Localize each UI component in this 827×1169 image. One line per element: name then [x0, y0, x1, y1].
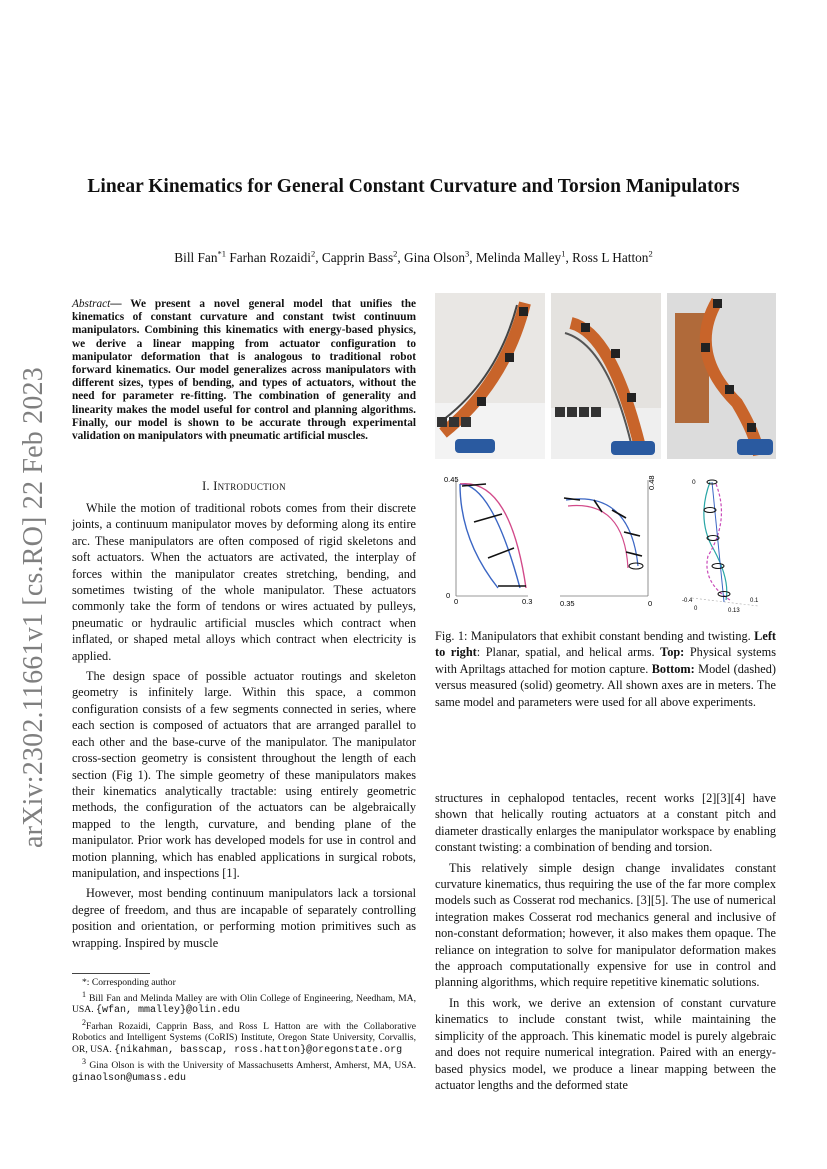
- email[interactable]: {wfan, mmalley}@olin.edu: [96, 1005, 241, 1017]
- paragraph: The design space of possible actuator routings and skeleton geometry is infinitely large. Within this space, a common configuration consists of a few segments connected in series, where each section is composed of actuators that are arranged parallel to each other and the base-curve of the manipulator. The manipulator cross-section geometry is consistent throughout the length of each section (Fig 1). The simple geometry of these manipulators makes their kinematics analytically tractable: using entirely geometric methods, the configuration of the actuators can be algebraically mapped to the length, curvature, and bending plane of the manipulator. Prior work has developed models for use in control and motion planning, which has enabled applications in surgical robots, manipulation, and inspections [1].: [72, 669, 416, 880]
- svg-text:0.1: 0.1: [750, 598, 759, 604]
- footnote-rule: [72, 973, 150, 974]
- svg-text:0: 0: [446, 591, 451, 600]
- model-plots: [430, 470, 780, 615]
- paragraph: However, most bending continuum manipulators lack a torsional degree of freedom, and thus are incapable of separately controlling position and orientation, or performing motion primitives such as wrapping. Inspired by muscle: [72, 886, 416, 950]
- svg-text:0.13: 0.13: [728, 608, 740, 614]
- paragraph: This relatively simple design change invalidates constant curvature kinematics, thus requiring the use of the far more complex models such as Cosserat rod mechanics. [3][5]. The use of numerical integration makes Cosserat rod mechanics general and inclusive of non-constant deformation; however, it also makes them opaque. The reliance on integration to solve for manipulator deformation makes the approach computationally expensive for use in control and planning algorithms, which require repetitive kinematic solutions.: [435, 860, 776, 990]
- abstract: [72, 298, 416, 443]
- svg-text:0.48: 0.48: [647, 475, 656, 490]
- paragraph: In this work, we derive an extension of constant curvature kinematics to include constant twist, while maintaining the simplicity of the approach. This kinematic model is purely algebraic and does not require numerical integration. Paired with an energy-based physics model, we produce a linear mapping between the actuator lengths and the deformed state: [435, 995, 776, 1092]
- svg-text:0: 0: [648, 599, 653, 608]
- footnote-2: $^2$Farhan Rozaidi, Capprin Bass, and Ross L Hatton are with the Collaborative Robotics and Intelligent Systems (CoRIS) Institute, Oregon State University, Corvallis, OR, USA. {nikahman, basscap, ross.hatton}@oregonstate.org: [72, 1017, 416, 1056]
- svg-text:0: 0: [692, 479, 696, 486]
- left-column-body: [72, 500, 416, 955]
- author: Melinda Malley$^1$,: [475, 249, 569, 266]
- email[interactable]: ginaolson@umass.edu: [72, 1073, 187, 1085]
- author-list: [80, 249, 747, 266]
- svg-text:0.35: 0.35: [560, 599, 575, 608]
- svg-text:-0.4: -0.4: [682, 598, 693, 604]
- svg-text:0.45: 0.45: [444, 475, 459, 484]
- author: Capprin Bass$^2$,: [321, 249, 401, 266]
- paper-title: Linear Kinematics for General Constant Curvature and Torsion Manipulators: [87, 176, 740, 197]
- footnote-3: $^3$ Gina Olson is with the University of Massachusetts Amherst, Amherst, MA, USA. ginaolson@umass.edu: [72, 1057, 416, 1085]
- photo-planar-arm: [435, 293, 545, 459]
- svg-text:0: 0: [454, 597, 459, 606]
- paragraph: While the motion of traditional robots comes from their discrete joints, a continuum manipulator moves by deforming along its entire arc. These manipulators are often composed of rigid skeletons and soft actuators. When the actuators are activated, the interplay of forces within the manipulator creates stretching, bending, and sometimes twisting of the whole manipulator. These actuators commonly take the form of tendons or wires actuated by pulleys, pneumatic or hydraulic artificial muscles which contract when inflated, or shaped metal alloys which contract when electricity is applied.: [72, 501, 416, 663]
- paragraph: structures in cephalopod tentacles, recent works [2][3][4] have shown that helically routing actuators at a constant pitch and diameter drastically enlarges the manipulator workspace by enabling constant twisting: a combination of bending and torsion.: [435, 791, 776, 855]
- footnote-1: $^1$ Bill Fan and Melinda Malley are with Olin College of Engineering, Needham, MA, USA. {wfan, mmalley}@olin.edu: [72, 989, 416, 1017]
- author: Farhan Rozaidi$^2$,: [229, 249, 319, 266]
- plot-helical: [682, 479, 759, 614]
- right-column-body: [435, 790, 776, 1097]
- abstract-text: — We present a novel general model that unifies the kinematics of constant curvature and constant twist continuum manipulators. Combining this kinematics with energy-based physics, we derive a linear mapping from actuator configuration to manipulator deformation that is analogous to traditional robot forward kinematics. Our model generalizes across manipulators with different sizes, types of bending, and types of actuators, without the need for parameter re-fitting. The combination of generality and linearity makes the model useful for control and planning algorithms. Finally, our model is shown to be accurate through experimental validation on manipulators with pneumatic artificial muscles.: [72, 298, 416, 443]
- abstract-label: Abstract: [72, 298, 111, 310]
- author: Bill Fan$^{*1}$: [174, 249, 226, 266]
- photo-spatial-arm: [551, 293, 661, 459]
- section-heading-introduction: I. Introduction: [202, 479, 286, 493]
- author: Gina Olson$^3$,: [404, 249, 473, 266]
- plot-spatial: [560, 475, 656, 608]
- author: Ross L Hatton$^2$: [572, 249, 653, 266]
- plot-planar: [444, 475, 532, 606]
- figure-caption: Fig. 1: Manipulators that exhibit constant bending and twisting. Left to right: Planar, spatial, and helical arms. Top: Physical systems with Apriltags attached for motion capture. Bottom: Model (dashed) versus measured (solid) geometry. All shown axes are in meters. The same model and parameters were used for all above experiments.: [435, 629, 777, 709]
- footnote-corresponding: *: Corresponding author: [82, 977, 176, 988]
- email[interactable]: {nikahman, basscap, ross.hatton}@oregonstate.org: [114, 1044, 403, 1056]
- svg-text:0.3: 0.3: [522, 597, 533, 606]
- footnotes: [72, 977, 416, 1085]
- arxiv-side-label: arXiv:2302.11661v1 [cs.RO] 22 Feb 2023: [18, 367, 49, 848]
- photo-helical-arm: [667, 293, 776, 459]
- svg-text:0: 0: [694, 606, 698, 612]
